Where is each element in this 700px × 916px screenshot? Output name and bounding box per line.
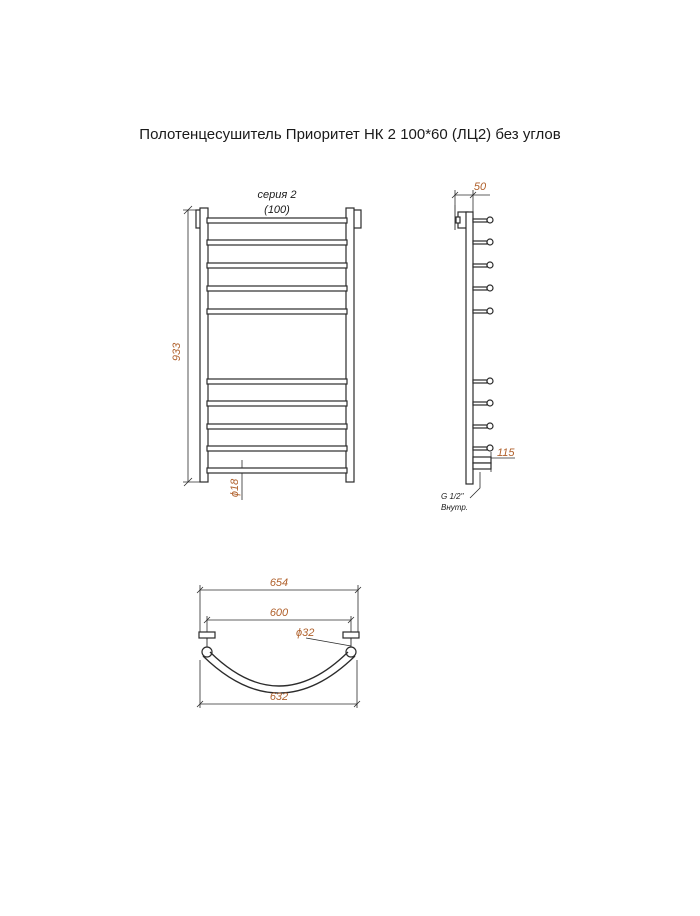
drawing-title: Полотенцесушитель Приоритет НК 2 100*60 (ЛЦ2) без углов bbox=[139, 126, 561, 143]
side-rungs bbox=[473, 217, 493, 451]
series-label: серия 2 bbox=[257, 189, 297, 201]
front-view bbox=[171, 189, 361, 500]
rung bbox=[207, 286, 347, 291]
top-view bbox=[197, 577, 361, 708]
thread-label: G 1/2" bbox=[441, 492, 464, 501]
center-distance-label: 600 bbox=[269, 607, 289, 619]
rung bbox=[207, 401, 347, 406]
tube-diameter-label: ϕ18 bbox=[229, 478, 241, 498]
depth-dimension bbox=[452, 190, 490, 212]
bottom-dim-label: 115 bbox=[497, 447, 515, 459]
rung bbox=[207, 424, 347, 429]
curved-rung-outer bbox=[203, 656, 355, 693]
depth-dim-label: 50 bbox=[473, 181, 487, 193]
thread-note: Внутр. bbox=[441, 503, 468, 512]
side-upright bbox=[466, 212, 473, 484]
rung bbox=[207, 379, 347, 384]
side-bottom-inlet bbox=[473, 457, 491, 463]
left-wall-mount bbox=[199, 632, 215, 638]
left-upright bbox=[200, 208, 208, 482]
right-wall-mount bbox=[343, 632, 359, 638]
rung bbox=[207, 468, 347, 473]
bottom-width-label: 632 bbox=[269, 691, 289, 703]
rung bbox=[207, 240, 347, 245]
center-distance-dimension bbox=[204, 616, 354, 640]
side-view bbox=[441, 181, 515, 512]
rung bbox=[207, 263, 347, 268]
height-dimension bbox=[183, 206, 200, 486]
rung bbox=[207, 446, 347, 451]
rung bbox=[207, 309, 347, 314]
series-size-label: (100) bbox=[264, 204, 290, 216]
overall-width-label: 654 bbox=[269, 577, 289, 589]
rung bbox=[207, 218, 347, 223]
front-rungs bbox=[207, 218, 347, 473]
curved-rung-inner bbox=[210, 652, 348, 686]
pipe-diameter-label: ϕ32 bbox=[296, 627, 315, 639]
right-upright bbox=[346, 208, 354, 482]
height-dim-label: 933 bbox=[171, 342, 183, 362]
